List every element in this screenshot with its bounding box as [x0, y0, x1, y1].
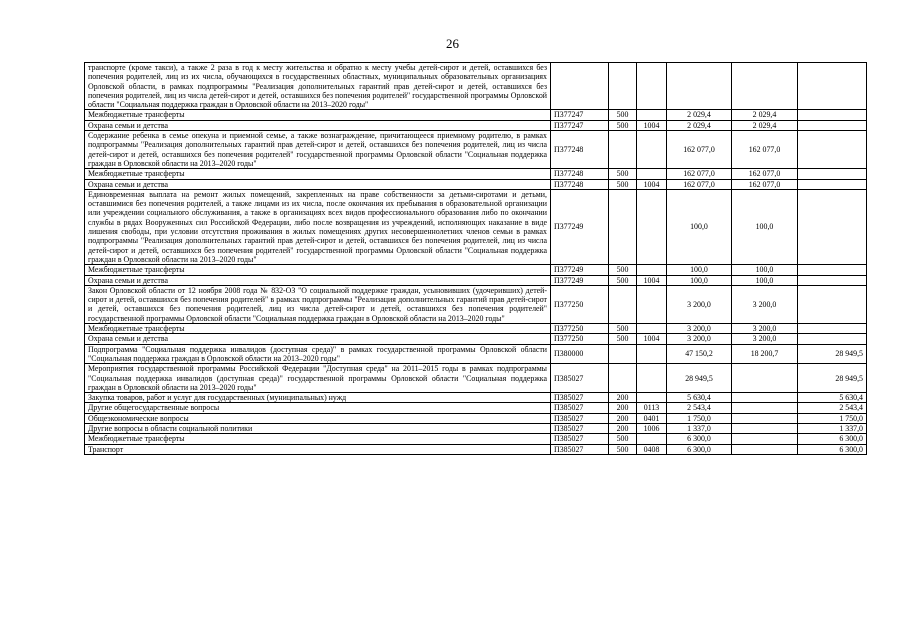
row-regional-cell — [732, 403, 798, 413]
row-expense-type-cell: 500 — [609, 120, 637, 130]
row-name-cell: Общеэкономические вопросы — [85, 413, 551, 423]
row-name-cell: Охрана семьи и детства — [85, 120, 551, 130]
row-section-cell: 1004 — [637, 275, 667, 285]
table-row — [85, 403, 867, 413]
row-section-cell: 0113 — [637, 403, 667, 413]
row-code-cell: П385027 — [551, 393, 609, 403]
table-row — [85, 120, 867, 130]
row-total-cell: 1 337,0 — [667, 423, 732, 433]
row-regional-cell: 162 077,0 — [732, 131, 798, 169]
row-expense-type-cell: 200 — [609, 393, 637, 403]
row-code-cell: П385027 — [551, 403, 609, 413]
row-expense-type-cell: 500 — [609, 434, 637, 444]
row-name-cell: Закон Орловской области от 12 ноября 2008 года № 832-ОЗ "О социальной поддержке граждан, усыновивших (удочеривших) детей-сирот и детей, оставшихся без попечения родителей" в рамках подпрограммы "Реализация дополнительных гарантий прав детей-сирот и детей, оставшихся без попечения родителей, лиц из числа детей-сирот и детей, оставшихся без попечения родителей" государственной программы Орловской области "Социальная поддержка граждан в Орловской области на 2013–2020 годы" — [85, 285, 551, 323]
row-code-cell: П377250 — [551, 324, 609, 334]
row-name-cell: Охрана семьи и детства — [85, 275, 551, 285]
row-section-cell — [637, 324, 667, 334]
row-code-cell: П385027 — [551, 434, 609, 444]
row-name-cell: Межбюджетные трансферты — [85, 265, 551, 275]
row-total-cell — [667, 63, 732, 110]
row-federal-cell: 28 949,5 — [798, 364, 867, 393]
row-federal-cell — [798, 334, 867, 344]
table-row — [85, 344, 867, 364]
row-section-cell — [637, 393, 667, 403]
row-expense-type-cell: 500 — [609, 265, 637, 275]
table-row — [85, 169, 867, 179]
row-regional-cell: 3 200,0 — [732, 285, 798, 323]
row-federal-cell — [798, 285, 867, 323]
row-regional-cell — [732, 413, 798, 423]
row-total-cell: 47 150,2 — [667, 344, 732, 364]
row-regional-cell: 3 200,0 — [732, 334, 798, 344]
row-regional-cell — [732, 63, 798, 110]
row-name-cell: Транспорт — [85, 444, 551, 454]
row-expense-type-cell: 500 — [609, 179, 637, 189]
row-federal-cell: 1 750,0 — [798, 413, 867, 423]
row-expense-type-cell: 200 — [609, 403, 637, 413]
row-code-cell: П377247 — [551, 120, 609, 130]
row-section-cell: 1006 — [637, 423, 667, 433]
row-expense-type-cell — [609, 63, 637, 110]
row-code-cell: П385027 — [551, 423, 609, 433]
row-name-cell: Охрана семьи и детства — [85, 179, 551, 189]
row-expense-type-cell: 200 — [609, 413, 637, 423]
row-federal-cell — [798, 189, 867, 264]
row-federal-cell: 5 630,4 — [798, 393, 867, 403]
row-code-cell: П377248 — [551, 179, 609, 189]
row-code-cell: П377249 — [551, 189, 609, 264]
row-expense-type-cell: 500 — [609, 275, 637, 285]
row-name-cell: Межбюджетные трансферты — [85, 434, 551, 444]
table-row — [85, 423, 867, 433]
row-section-cell — [637, 63, 667, 110]
row-expense-type-cell: 500 — [609, 334, 637, 344]
table-row — [85, 265, 867, 275]
row-expense-type-cell — [609, 189, 637, 264]
row-regional-cell — [732, 364, 798, 393]
table-row — [85, 131, 867, 169]
row-total-cell: 6 300,0 — [667, 444, 732, 454]
row-expense-type-cell: 500 — [609, 444, 637, 454]
row-section-cell: 1004 — [637, 120, 667, 130]
row-regional-cell: 3 200,0 — [732, 324, 798, 334]
row-regional-cell: 100,0 — [732, 189, 798, 264]
row-expense-type-cell: 500 — [609, 324, 637, 334]
row-section-cell — [637, 110, 667, 120]
table-row — [85, 179, 867, 189]
row-section-cell — [637, 189, 667, 264]
row-code-cell: П385027 — [551, 364, 609, 393]
row-total-cell: 2 029,4 — [667, 110, 732, 120]
row-federal-cell — [798, 169, 867, 179]
row-code-cell: П377248 — [551, 131, 609, 169]
row-total-cell: 162 077,0 — [667, 179, 732, 189]
row-federal-cell — [798, 324, 867, 334]
row-code-cell: П377249 — [551, 265, 609, 275]
row-name-cell: Закупка товаров, работ и услуг для государственных (муниципальных) нужд — [85, 393, 551, 403]
row-code-cell: П377250 — [551, 334, 609, 344]
row-name-cell: Другие вопросы в области социальной политики — [85, 423, 551, 433]
row-section-cell: 1004 — [637, 334, 667, 344]
row-regional-cell: 162 077,0 — [732, 179, 798, 189]
row-name-cell: транспорте (кроме такси), а также 2 раза в год к месту жительства и обратно к месту учебы детей-сирот и детей, оставшихся без попечения родителей, лиц из их числа, обучающихся в государственных областных, муниципальных образовательных организациях Орловской области, в рамках подпрограммы "Реализация дополнительных гарантий прав детей-сирот и детей, оставшихся без попечения родителей, лиц из числа детей-сирот и детей, оставшихся без попечения родителей" государственной программы Орловской области "Социальная поддержка граждан в Орловской области на 2013–2020 годы" — [85, 63, 551, 110]
row-regional-cell: 2 029,4 — [732, 120, 798, 130]
page-number: 26 — [446, 36, 459, 51]
row-regional-cell: 2 029,4 — [732, 110, 798, 120]
row-total-cell: 100,0 — [667, 275, 732, 285]
row-regional-cell: 18 200,7 — [732, 344, 798, 364]
table-row — [85, 393, 867, 403]
row-code-cell: П377248 — [551, 169, 609, 179]
row-expense-type-cell — [609, 131, 637, 169]
row-total-cell: 100,0 — [667, 265, 732, 275]
row-federal-cell — [798, 265, 867, 275]
row-section-cell — [637, 285, 667, 323]
row-expense-type-cell: 500 — [609, 169, 637, 179]
row-section-cell — [637, 434, 667, 444]
budget-table-body — [85, 63, 867, 455]
row-expense-type-cell — [609, 285, 637, 323]
table-row — [85, 444, 867, 454]
row-total-cell: 3 200,0 — [667, 285, 732, 323]
row-section-cell: 0401 — [637, 413, 667, 423]
table-row — [85, 189, 867, 264]
row-name-cell: Межбюджетные трансферты — [85, 324, 551, 334]
table-row — [85, 63, 867, 110]
row-code-cell: П385027 — [551, 413, 609, 423]
row-code-cell — [551, 63, 609, 110]
row-expense-type-cell — [609, 364, 637, 393]
row-federal-cell — [798, 110, 867, 120]
row-code-cell: П377250 — [551, 285, 609, 323]
row-federal-cell: 28 949,5 — [798, 344, 867, 364]
row-expense-type-cell: 500 — [609, 110, 637, 120]
row-expense-type-cell — [609, 344, 637, 364]
row-total-cell: 2 029,4 — [667, 120, 732, 130]
row-code-cell: П377247 — [551, 110, 609, 120]
row-regional-cell — [732, 434, 798, 444]
row-section-cell: 1004 — [637, 179, 667, 189]
row-total-cell: 1 750,0 — [667, 413, 732, 423]
table-row — [85, 434, 867, 444]
row-federal-cell — [798, 63, 867, 110]
row-total-cell: 6 300,0 — [667, 434, 732, 444]
row-total-cell: 5 630,4 — [667, 393, 732, 403]
row-federal-cell: 6 300,0 — [798, 434, 867, 444]
row-section-cell — [637, 265, 667, 275]
row-regional-cell: 100,0 — [732, 265, 798, 275]
row-section-cell — [637, 344, 667, 364]
row-regional-cell: 162 077,0 — [732, 169, 798, 179]
row-code-cell: П385027 — [551, 444, 609, 454]
row-total-cell: 162 077,0 — [667, 169, 732, 179]
row-regional-cell — [732, 423, 798, 433]
row-expense-type-cell: 200 — [609, 423, 637, 433]
row-total-cell: 100,0 — [667, 189, 732, 264]
row-federal-cell: 2 543,4 — [798, 403, 867, 413]
row-total-cell: 3 200,0 — [667, 334, 732, 344]
table-row — [85, 285, 867, 323]
row-name-cell: Содержание ребенка в семье опекуна и приемной семье, а также вознаграждение, причитающееся приемному родителю, в рамках подпрограммы "Реализация дополнительных гарантий прав детей-сирот и детей, оставшихся без попечения родителей, лиц из числа детей-сирот и детей, оставшихся без попечения родителей" государственной программы Орловской области "Социальная поддержка граждан в Орловской области на 2013–2020 годы" — [85, 131, 551, 169]
row-name-cell: Единовременная выплата на ремонт жилых помещений, закрепленных на праве собственности за детьми-сиротами и детьми, оставшимися без попечения родителей, а также лицами из их числа, после окончания их пребывания в образовательной организации или учреждении социального обслуживания, а также в организациях всех видов профессионального образования либо по окончании службы в рядах Вооруженных сил Российской Федерации, либо после возвращения из учреждений, исполняющих наказание в виде лишения свободы, при условии отсутствия проживания в жилых помещениях других несовершеннолетних членов семьи в рамках подпрограммы "Реализация дополнительных гарантий прав детей-сирот и детей, оставшихся без попечения родителей, лиц из числа детей-сирот и детей, оставшихся без попечения родителей" государственной программы Орловской области "Социальная поддержка граждан в Орловской области на 2013–2020 годы" — [85, 189, 551, 264]
table-row — [85, 324, 867, 334]
row-section-cell — [637, 364, 667, 393]
row-name-cell: Другие общегосударственные вопросы — [85, 403, 551, 413]
row-total-cell: 28 949,5 — [667, 364, 732, 393]
row-section-cell: 0408 — [637, 444, 667, 454]
row-name-cell: Межбюджетные трансферты — [85, 110, 551, 120]
row-section-cell — [637, 131, 667, 169]
row-code-cell: П377249 — [551, 275, 609, 285]
row-federal-cell — [798, 120, 867, 130]
row-regional-cell: 100,0 — [732, 275, 798, 285]
table-row — [85, 413, 867, 423]
row-name-cell: Мероприятия государственной программы Российской Федерации "Доступная среда" на 2011–2015 годы в рамках подпрограммы "Социальная поддержка инвалидов (доступная среда)" государственной программы Орловской области "Социальная поддержка граждан в Орловской области на 2013–2020 годы" — [85, 364, 551, 393]
row-federal-cell — [798, 131, 867, 169]
row-total-cell: 162 077,0 — [667, 131, 732, 169]
row-federal-cell: 1 337,0 — [798, 423, 867, 433]
row-total-cell: 2 543,4 — [667, 403, 732, 413]
row-code-cell: П380000 — [551, 344, 609, 364]
row-name-cell: Охрана семьи и детства — [85, 334, 551, 344]
row-federal-cell — [798, 179, 867, 189]
table-row — [85, 364, 867, 393]
row-name-cell: Межбюджетные трансферты — [85, 169, 551, 179]
row-name-cell: Подпрограмма "Социальная поддержка инвалидов (доступная среда)" в рамках государственной программы Орловской области "Социальная поддержка граждан в Орловской области на 2013–2020 годы" — [85, 344, 551, 364]
table-row — [85, 275, 867, 285]
row-total-cell: 3 200,0 — [667, 324, 732, 334]
row-federal-cell: 6 300,0 — [798, 444, 867, 454]
table-row — [85, 110, 867, 120]
row-section-cell — [637, 169, 667, 179]
row-federal-cell — [798, 275, 867, 285]
table-row — [85, 334, 867, 344]
row-regional-cell — [732, 444, 798, 454]
budget-table — [84, 62, 867, 455]
row-regional-cell — [732, 393, 798, 403]
